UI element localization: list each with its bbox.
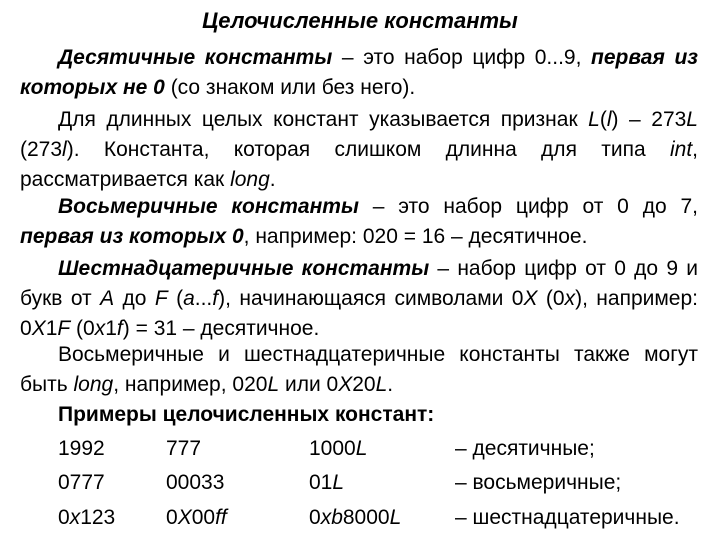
text: – это набор цифр от 0 до 7, bbox=[358, 195, 698, 218]
paragraph-hex bbox=[20, 254, 698, 344]
text: ), например: 0 bbox=[20, 287, 699, 340]
emphasis: первая из которых 0 bbox=[20, 225, 244, 248]
text: ), начинающаяся символами 0 bbox=[218, 287, 524, 310]
text: ... bbox=[194, 287, 213, 310]
text: , например: 020 = 16 – десятичное. bbox=[243, 225, 588, 248]
text: 0 bbox=[309, 506, 321, 529]
emphasis: первая из которых не 0 bbox=[20, 46, 698, 99]
text: Восьмеричные и шестнадцатеричные константы также могут быть bbox=[20, 343, 698, 396]
code: X bbox=[31, 317, 46, 340]
example-cell bbox=[309, 468, 344, 498]
text: (со знаком или без него). bbox=[164, 76, 416, 99]
term-octal: Восьмеричные константы bbox=[58, 195, 359, 218]
text: , например, 020 bbox=[113, 373, 268, 396]
text: ( bbox=[167, 287, 184, 310]
text: 1 bbox=[45, 317, 58, 340]
code: x bbox=[69, 506, 81, 529]
text: 0 bbox=[58, 506, 70, 529]
term-decimal: Десятичные константы bbox=[58, 46, 333, 69]
text: 20 bbox=[352, 373, 376, 396]
example-row-octal bbox=[0, 468, 720, 498]
code: F bbox=[57, 317, 71, 340]
text: . bbox=[387, 373, 394, 396]
code: L bbox=[355, 437, 368, 460]
text: до bbox=[114, 287, 155, 310]
paragraph-decimal bbox=[20, 43, 698, 103]
example-cell bbox=[166, 503, 227, 533]
text: ). Константа, которая слишком длинна для типа bbox=[66, 138, 670, 161]
example-label: – восьмеричные; bbox=[455, 471, 622, 494]
example-cell: 00033 bbox=[166, 471, 225, 494]
code: X bbox=[523, 287, 538, 310]
example-cell: 1992 bbox=[58, 437, 105, 460]
code: f bbox=[212, 287, 219, 310]
code: L bbox=[375, 373, 388, 396]
example-cell: 777 bbox=[166, 437, 202, 460]
text: 01 bbox=[309, 471, 333, 494]
code: X bbox=[177, 506, 192, 529]
examples-heading: Примеры целочисленных констант: bbox=[58, 403, 435, 426]
text: 8000 bbox=[342, 506, 390, 529]
example-cell bbox=[58, 503, 115, 533]
code: X bbox=[338, 373, 353, 396]
code: ff bbox=[215, 506, 227, 529]
code: F bbox=[154, 287, 168, 310]
code: xb bbox=[320, 506, 343, 529]
example-label: – десятичные; bbox=[455, 437, 595, 460]
example-label: – шестнадцатеричные. bbox=[455, 506, 680, 529]
code: l bbox=[606, 108, 612, 131]
code: int bbox=[669, 138, 693, 161]
text: ) – 273 bbox=[611, 108, 687, 131]
code: A bbox=[100, 287, 115, 310]
text: , рассматривается как bbox=[20, 138, 698, 191]
text: или 0 bbox=[279, 373, 339, 396]
text: 123 bbox=[80, 506, 116, 529]
text: (0 bbox=[537, 287, 565, 310]
text: Для длинных целых констант указывается признак bbox=[58, 108, 589, 131]
code: L bbox=[389, 506, 402, 529]
text: . bbox=[269, 168, 276, 191]
text: ( bbox=[599, 108, 607, 131]
code: f bbox=[116, 317, 123, 340]
code: L bbox=[332, 471, 345, 494]
text: 1 bbox=[105, 317, 117, 340]
code: L bbox=[267, 373, 280, 396]
text: (273 bbox=[20, 138, 63, 161]
example-cell bbox=[309, 503, 401, 533]
example-cell bbox=[309, 434, 367, 464]
term-hex: Шестнадцатеричные константы bbox=[58, 257, 430, 280]
text: ) = 31 – десятичное. bbox=[122, 317, 320, 340]
code: a bbox=[183, 287, 195, 310]
paragraph-long-variants bbox=[20, 340, 698, 400]
example-row-decimal bbox=[0, 434, 720, 464]
text: – это набор цифр 0...9, bbox=[332, 46, 592, 69]
text: 1000 bbox=[309, 437, 356, 460]
code: x bbox=[564, 287, 576, 310]
code: L bbox=[588, 108, 600, 131]
paragraph-octal bbox=[20, 192, 698, 252]
text: 0 bbox=[166, 506, 178, 529]
text: (0 bbox=[70, 317, 95, 340]
example-cell: 0777 bbox=[58, 471, 105, 494]
code: long bbox=[230, 168, 270, 191]
paragraph-long bbox=[20, 105, 698, 195]
code: L bbox=[686, 108, 698, 131]
example-row-hex bbox=[0, 503, 720, 533]
slide-title: Целочисленные константы bbox=[202, 8, 518, 33]
code: long bbox=[73, 373, 114, 396]
text: – набор цифр от 0 до 9 и букв от bbox=[20, 257, 698, 310]
code: x bbox=[94, 317, 106, 340]
text: 00 bbox=[191, 506, 216, 529]
code: l bbox=[62, 138, 67, 161]
